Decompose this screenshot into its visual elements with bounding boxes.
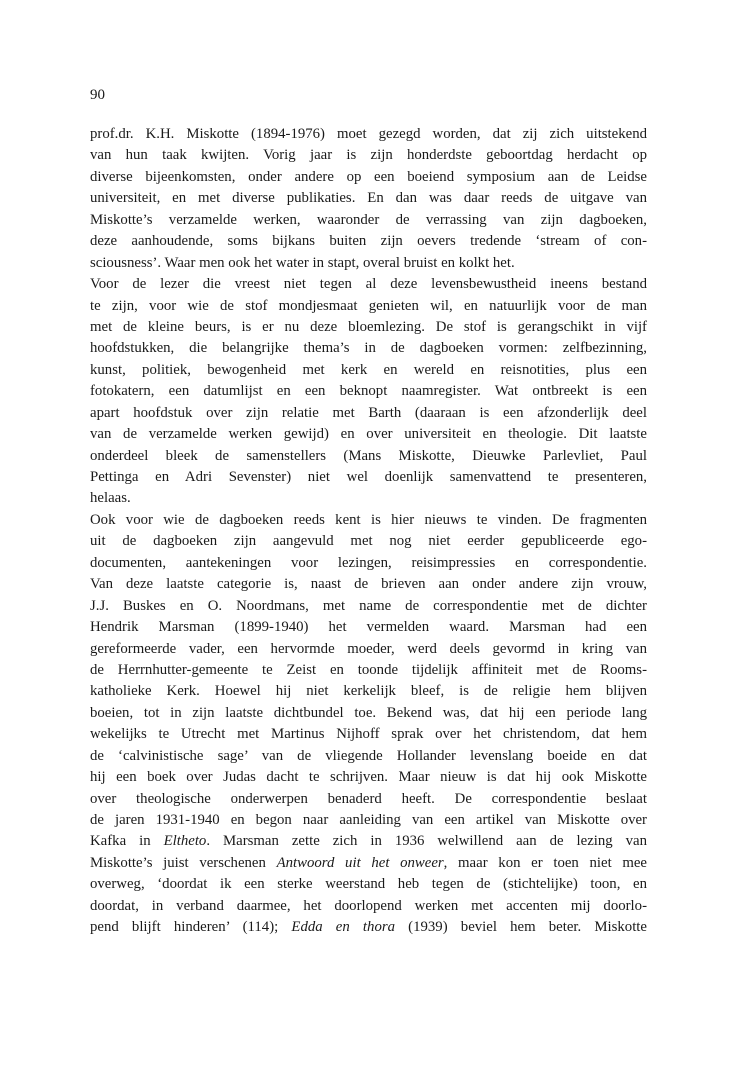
text-segment: Miskotte’s juist verschenen xyxy=(90,854,277,871)
text-segment: prof.dr. K.H. Miskotte (1894-1976) moet gezegd worden, dat zij zich uitstekend xyxy=(90,126,647,142)
text-line xyxy=(90,467,647,488)
text-line xyxy=(90,274,647,295)
text-segment: Pettinga en Adri Sevenster) niet wel doenlijk samenvattend te presenteren, xyxy=(90,469,647,485)
text-line xyxy=(90,896,647,917)
text-line xyxy=(90,424,647,445)
text-line xyxy=(90,510,647,531)
text-line xyxy=(90,124,647,145)
text-line xyxy=(90,831,647,852)
text-segment: Van deze laatste categorie is, naast de brieven aan onder andere zijn vrouw, xyxy=(90,576,647,593)
text-segment: universiteit, en met diverse publikaties. En dan was daar reeds de uitgave van xyxy=(90,190,647,207)
text-line xyxy=(90,167,647,188)
text-line xyxy=(90,253,647,274)
text-segment: Hendrik Marsman (1899-1940) het vermelden waard. Marsman had een xyxy=(90,619,647,636)
text-segment: kunst, politiek, bewogenheid met kerk en wereld en reisnotities, plus een xyxy=(90,361,647,378)
text-segment: J.J. Buskes en O. Noordmans, met name de correspondentie met de dichter xyxy=(90,597,647,614)
text-segment: helaas. xyxy=(90,490,131,507)
text-line xyxy=(90,574,647,595)
text-segment: overweg, ‘doordat ik een sterke weerstand heb tegen de (stichtelijke) toon, en xyxy=(90,876,647,893)
text-line xyxy=(90,338,647,359)
text-line xyxy=(90,853,647,874)
text-line xyxy=(90,917,647,938)
text-line xyxy=(90,789,647,810)
italic-title: Antwoord uit het onweer xyxy=(276,854,444,871)
text-line xyxy=(90,145,647,166)
body-text xyxy=(90,124,647,939)
text-line xyxy=(90,446,647,467)
italic-title: Edda en thora xyxy=(291,919,396,936)
text-segment: de Herrnhutter-gemeente te Zeist en toonde tijdelijk affiniteit met de Rooms- xyxy=(90,661,647,678)
text-line xyxy=(90,531,647,552)
text-segment: Miskotte’s verzamelde werken, waaronder de verrassing van zijn dagboeken, xyxy=(90,211,647,228)
text-segment: doordat, in verband daarmee, het doorlopend werken met accenten mij doorlo- xyxy=(90,897,647,914)
text-line xyxy=(90,596,647,617)
text-line xyxy=(90,874,647,895)
text-segment: onderdeel bleek de samenstellers (Mans Miskotte, Dieuwke Parlevliet, Paul xyxy=(90,447,647,464)
text-line xyxy=(90,553,647,574)
text-segment: . Marsman zette zich in 1936 welwillend aan de lezing van xyxy=(206,833,647,850)
text-segment: hij een boek over Judas dacht te schrijven. Maar nieuw is dat hij ook Miskotte xyxy=(90,769,647,786)
text-segment: fotokatern, een datumlijst en een beknopt naamregister. Wat ontbreekt is een xyxy=(90,383,647,400)
text-segment: van de verzamelde werken gewijd) en over universiteit en theologie. Dit laatste xyxy=(90,426,647,443)
text-line xyxy=(90,488,647,509)
text-line xyxy=(90,746,647,767)
text-segment: apart hoofdstuk over zijn relatie met Barth (daaraan is een afzonderlijk deel xyxy=(90,404,647,421)
text-line xyxy=(90,724,647,745)
text-segment: met de kleine beurs, is er nu deze bloemlezing. De stof is gerangschikt in vijf xyxy=(90,318,647,335)
page-number: 90 xyxy=(90,87,105,103)
text-segment: over theologische onderwerpen benaderd heeft. De correspondentie beslaat xyxy=(90,790,647,807)
text-segment: uit de dagboeken zijn aangevuld met nog niet eerder gepubliceerde ego- xyxy=(90,533,647,550)
text-line xyxy=(90,681,647,702)
text-segment: Ook voor wie de dagboeken reeds kent is hier nieuws te vinden. De fragmenten xyxy=(90,511,647,528)
text-segment: de jaren 1931-1940 en begon naar aanleiding van een artikel van Miskotte over xyxy=(90,812,647,828)
italic-title: Eltheto xyxy=(163,833,207,850)
text-segment: pend blijft hinderen’ (114); xyxy=(90,919,292,936)
text-line xyxy=(90,210,647,231)
text-line xyxy=(90,231,647,252)
text-line xyxy=(90,639,647,660)
text-segment: de ‘calvinistische sage’ van de vliegende Hollander levenslang boeide en dat xyxy=(90,747,647,764)
text-segment: van hun taak kwijten. Vorig jaar is zijn honderdste geboortdag herdacht op xyxy=(90,147,647,164)
text-line xyxy=(90,317,647,338)
text-segment: katholieke Kerk. Hoewel hij niet kerkelijk bleef, is de religie hem blijven xyxy=(90,683,647,700)
text-segment: wekelijks te Utrecht met Martinus Nijhoff sprak over het christendom, dat hem xyxy=(90,726,647,743)
text-segment: documenten, aantekeningen voor lezingen, reisimpressies en correspondentie. xyxy=(90,554,647,571)
text-segment: sciousness’. Waar men ook het water in stapt, overal bruist en kolkt het. xyxy=(90,254,515,271)
text-line xyxy=(90,296,647,317)
text-segment: diverse bijeenkomsten, onder andere op een boeiend symposium aan de Leidse xyxy=(90,168,647,185)
text-line xyxy=(90,403,647,424)
text-segment: hoofdstukken, die belangrijke thema’s in de dagboeken vormen: zelfbezinning, xyxy=(90,340,647,357)
text-segment: te zijn, voor wie de stof mondjesmaat genieten wil, en natuurlijk voor de man xyxy=(90,297,647,314)
text-segment: gereformeerde vader, een hervormde moeder, werd deels gevormd in kring van xyxy=(90,640,647,657)
text-line xyxy=(90,810,647,831)
text-line xyxy=(90,703,647,724)
text-line xyxy=(90,660,647,681)
text-segment: Voor de lezer die vreest niet tegen al deze levensbewustheid ineens bestand xyxy=(90,276,647,293)
text-line xyxy=(90,767,647,788)
text-segment: boeien, tot in zijn laatste dichtbundel toe. Bekend was, dat hij een periode lang xyxy=(90,704,647,721)
text-line xyxy=(90,360,647,381)
text-line xyxy=(90,617,647,638)
text-segment: Kafka in xyxy=(90,833,164,850)
text-line xyxy=(90,188,647,209)
text-segment: (1939) beviel hem beter. Miskotte xyxy=(395,919,647,936)
text-line xyxy=(90,381,647,402)
text-segment: deze aanhoudende, soms bijkans buiten zijn oevers tredende ‘stream of con- xyxy=(90,233,647,250)
text-segment: , maar kon er toen niet mee xyxy=(443,854,647,871)
